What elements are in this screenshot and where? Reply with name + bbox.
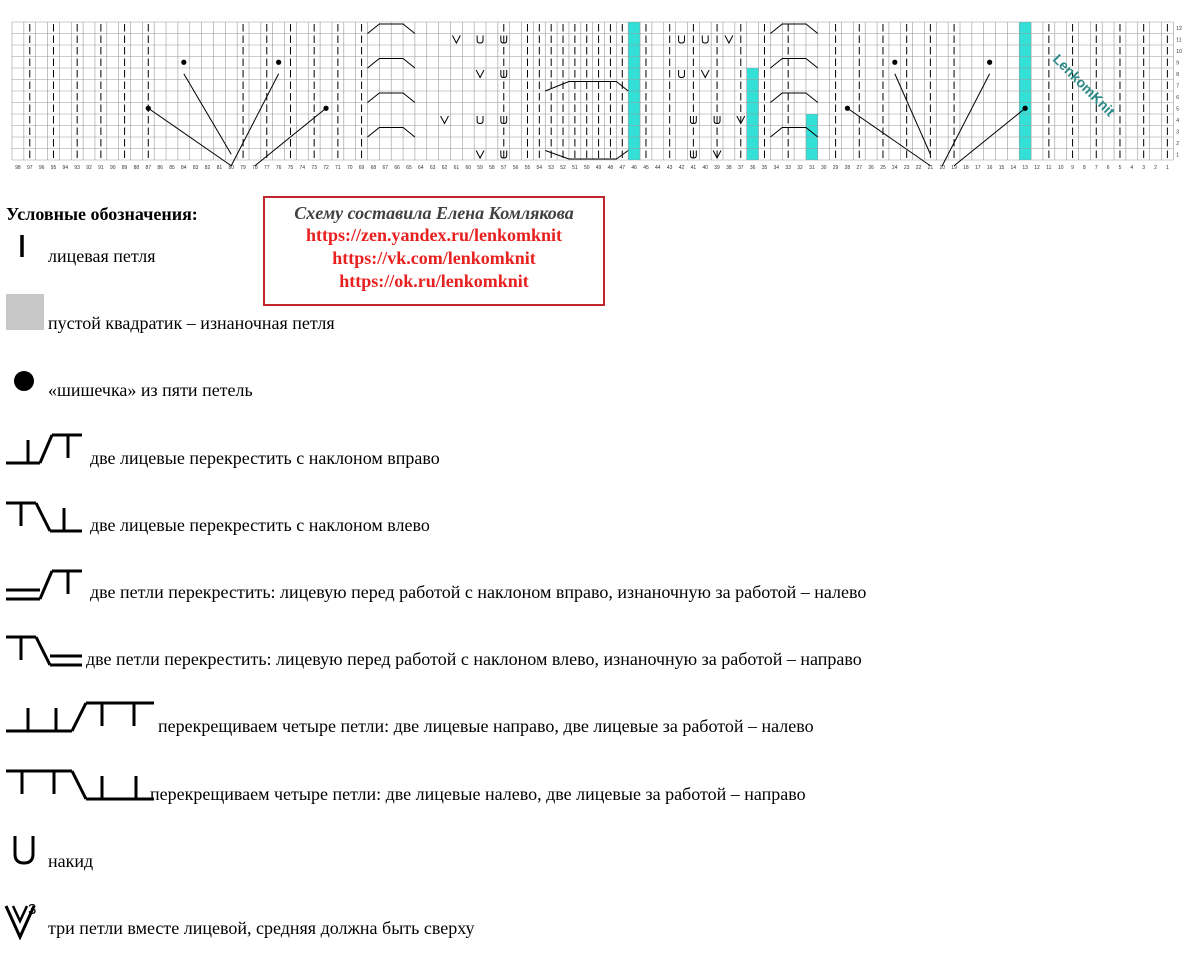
legend-item-purl: пустой квадратик – изнаночная петля [48, 313, 335, 333]
yarn-over-mark [679, 70, 685, 78]
travel-line [942, 74, 989, 166]
column-number-label: 20 [939, 165, 946, 171]
column-number-label: 37 [737, 165, 744, 171]
column-number-label: 46 [631, 165, 637, 171]
column-number-label: 88 [133, 165, 140, 171]
column-number-label: 9 [1071, 165, 1074, 171]
yarn-over-mark [477, 36, 483, 44]
legend-item-left-cross-knit-purl: две петли перекрестить: лицевую перед работой с наклоном влево, изнаночную за работой – направо [86, 649, 862, 669]
column-number-label: 89 [121, 165, 128, 171]
column-number-label: 10 [1057, 165, 1064, 171]
legend-item-right-cross-knit: две лицевые перекрестить с наклоном вправо [90, 448, 440, 468]
legend-title: Условные обозначения: [6, 204, 198, 224]
column-number-label: 79 [240, 165, 246, 171]
column-number-label: 54 [536, 165, 543, 171]
column-number-label: 13 [1022, 165, 1028, 171]
k3tog-mark [701, 70, 709, 78]
column-number-label: 83 [192, 165, 199, 171]
column-number-label: 91 [98, 165, 104, 171]
column-number-label: 14 [1010, 165, 1017, 171]
column-number-label: 48 [607, 165, 614, 171]
column-number-label: 18 [963, 165, 969, 171]
column-number-label: 27 [856, 165, 863, 171]
column-number-label: 36 [749, 165, 756, 171]
author-box [263, 196, 605, 306]
link-ok[interactable]: https://ok.ru/lenkomknit [339, 271, 529, 291]
column-number-label: 63 [429, 165, 436, 171]
column-number-label: 1 [1165, 165, 1169, 171]
column-number-label: 2 [1154, 165, 1157, 171]
lenkomknit-watermark: LenkomKnit [1049, 50, 1119, 120]
column-number-label: 24 [892, 165, 898, 171]
row-number-label: 3 [1176, 129, 1180, 136]
column-number-label: 65 [406, 165, 412, 171]
column-number-label: 16 [986, 165, 993, 171]
column-number-label: 15 [998, 165, 1005, 171]
row-number-label: 5 [1176, 106, 1180, 113]
left-cross-knit-icon [6, 498, 82, 534]
column-number-label: 34 [773, 165, 780, 171]
column-number-label: 97 [26, 165, 33, 171]
column-number-label: 60 [465, 165, 472, 171]
column-number-label: 44 [655, 165, 661, 171]
bobble-mark [987, 60, 992, 65]
yarn-over-mark [679, 36, 685, 44]
column-number-label: 66 [394, 165, 400, 171]
column-number-label: 53 [548, 165, 554, 171]
column-number-label: 71 [335, 165, 341, 171]
column-number-label: 56 [512, 165, 519, 171]
legend-item-bobble: «шишечка» из пяти петель [48, 380, 253, 400]
column-number-label: 64 [418, 165, 424, 171]
row-number-label: 10 [1176, 48, 1182, 55]
column-number-label: 62 [441, 165, 448, 171]
k3tog-mark [725, 36, 733, 44]
column-number-label: 61 [453, 165, 460, 171]
column-number-label: 41 [690, 165, 697, 171]
column-number-label: 51 [572, 165, 578, 171]
column-number-label: 69 [358, 165, 365, 171]
column-number-label: 25 [880, 165, 886, 171]
row-number-label: 9 [1176, 60, 1180, 67]
legend-item-knit: лицевая петля [48, 246, 156, 266]
column-number-label: 82 [204, 165, 211, 171]
column-number-label: 30 [820, 165, 827, 171]
bobble-dot-icon [14, 371, 34, 391]
row-number-label: 4 [1176, 117, 1180, 124]
column-number-label: 47 [619, 165, 626, 171]
column-number-label: 58 [489, 165, 495, 171]
yarn-over-icon [10, 834, 38, 866]
row-number-label: 12 [1176, 25, 1182, 32]
four-stitch-right-cross-icon [6, 698, 156, 734]
column-number-label: 78 [252, 165, 258, 171]
column-number-label: 84 [181, 165, 187, 171]
column-number-label: 55 [524, 165, 531, 171]
column-number-label: 8 [1083, 165, 1086, 171]
column-number-label: 19 [951, 165, 957, 171]
column-number-label: 94 [62, 165, 69, 171]
column-number-label: 72 [323, 165, 329, 171]
four-stitch-left-cross-icon [6, 766, 156, 802]
row-number-label: 8 [1176, 71, 1180, 78]
column-number-label: 17 [974, 165, 981, 171]
column-number-label: 35 [761, 165, 768, 171]
bobble-mark [181, 60, 186, 65]
row-number-label: 11 [1176, 37, 1182, 44]
row-number-label: 1 [1176, 152, 1180, 159]
column-number-label: 50 [583, 165, 590, 171]
column-number-label: 52 [560, 165, 566, 171]
column-number-label: 85 [169, 165, 175, 171]
column-number-label: 23 [903, 165, 910, 171]
yarn-over-mark [477, 116, 483, 124]
column-number-label: 39 [714, 165, 720, 171]
knitting-chart [0, 0, 1200, 178]
purl-square-icon [6, 294, 44, 330]
column-number-label: 32 [797, 165, 803, 171]
k3tog-mark [476, 70, 484, 78]
column-number-label: 96 [38, 165, 45, 171]
column-number-label: 11 [1046, 165, 1052, 171]
column-number-label: 76 [275, 165, 282, 171]
author-name: Схему составила Елена Комлякова [294, 203, 574, 223]
column-number-label: 57 [500, 165, 507, 171]
column-number-label: 87 [145, 165, 152, 171]
column-number-label: 68 [370, 165, 377, 171]
column-number-label: 92 [86, 165, 92, 171]
column-number-label: 38 [726, 165, 732, 171]
column-number-label: 93 [74, 165, 80, 171]
column-number-label: 3 [1142, 165, 1146, 171]
column-number-label: 81 [216, 165, 223, 171]
column-number-label: 98 [15, 165, 21, 171]
right-cross-knit-purl-icon [6, 566, 82, 602]
left-cross-knit-purl-icon [6, 632, 82, 668]
column-number-label: 43 [666, 165, 673, 171]
yarn-over-mark [702, 36, 708, 44]
link-zen[interactable]: https://zen.yandex.ru/lenkomknit [305, 225, 563, 245]
column-number-label: 74 [299, 165, 306, 171]
column-number-label: 28 [844, 165, 851, 171]
k3tog-mark [476, 151, 484, 159]
column-number-label: 59 [477, 165, 483, 171]
row-number-label: 6 [1176, 94, 1180, 101]
column-number-label: 29 [832, 165, 839, 171]
legend-item-yarn-over: накид [48, 851, 94, 871]
column-number-label: 75 [287, 165, 294, 171]
column-number-label: 95 [50, 165, 57, 171]
column-number-label: 40 [702, 165, 709, 171]
column-number-label: 6 [1106, 165, 1110, 171]
bobble-mark [276, 60, 281, 65]
column-number-label: 49 [595, 165, 602, 171]
legend-item-four-left-cross: перекрещиваем четыре петли: две лицевые налево, две лицевые за работой – направо [150, 784, 806, 804]
column-number-label: 90 [109, 165, 116, 171]
three-together-icon [4, 900, 44, 940]
column-number-label: 22 [915, 165, 922, 171]
column-number-label: 12 [1034, 165, 1040, 171]
k3tog-mark [441, 116, 449, 124]
legend-item-left-cross-knit: две лицевые перекрестить с наклоном влево [90, 515, 430, 535]
column-number-label: 67 [382, 165, 389, 171]
column-number-label: 86 [157, 165, 163, 171]
k3tog-mark [452, 36, 460, 44]
chart-grid [0, 0, 1200, 178]
column-number-label: 77 [263, 165, 270, 171]
three-together-number: 3 [28, 901, 37, 918]
knit-stitch-icon [14, 232, 30, 260]
column-number-label: 80 [228, 165, 235, 171]
column-number-label: 33 [785, 165, 791, 171]
legend-item-three-together: три петли вместе лицевой, средняя должна быть сверху [48, 918, 475, 938]
column-number-label: 26 [868, 165, 874, 171]
column-number-label: 4 [1130, 165, 1134, 171]
legend-item-four-right-cross: перекрещиваем четыре петли: две лицевые направо, две лицевые за работой – налево [158, 716, 814, 736]
column-number-label: 73 [311, 165, 317, 171]
bobble-mark [892, 60, 897, 65]
column-number-label: 7 [1094, 165, 1098, 171]
column-number-label: 45 [643, 165, 649, 171]
column-number-label: 5 [1118, 165, 1122, 171]
legend-item-right-cross-knit-purl: две петли перекрестить: лицевую перед работой с наклоном вправо, изнаночную за работой – налево [90, 582, 867, 602]
row-number-label: 7 [1176, 83, 1180, 90]
column-number-label: 21 [927, 165, 934, 171]
column-number-label: 42 [678, 165, 685, 171]
column-number-label: 70 [346, 165, 353, 171]
link-vk[interactable]: https://vk.com/lenkomknit [332, 248, 536, 268]
row-number-label: 2 [1176, 140, 1180, 147]
right-cross-knit-icon [6, 430, 82, 466]
column-number-label: 31 [809, 165, 815, 171]
